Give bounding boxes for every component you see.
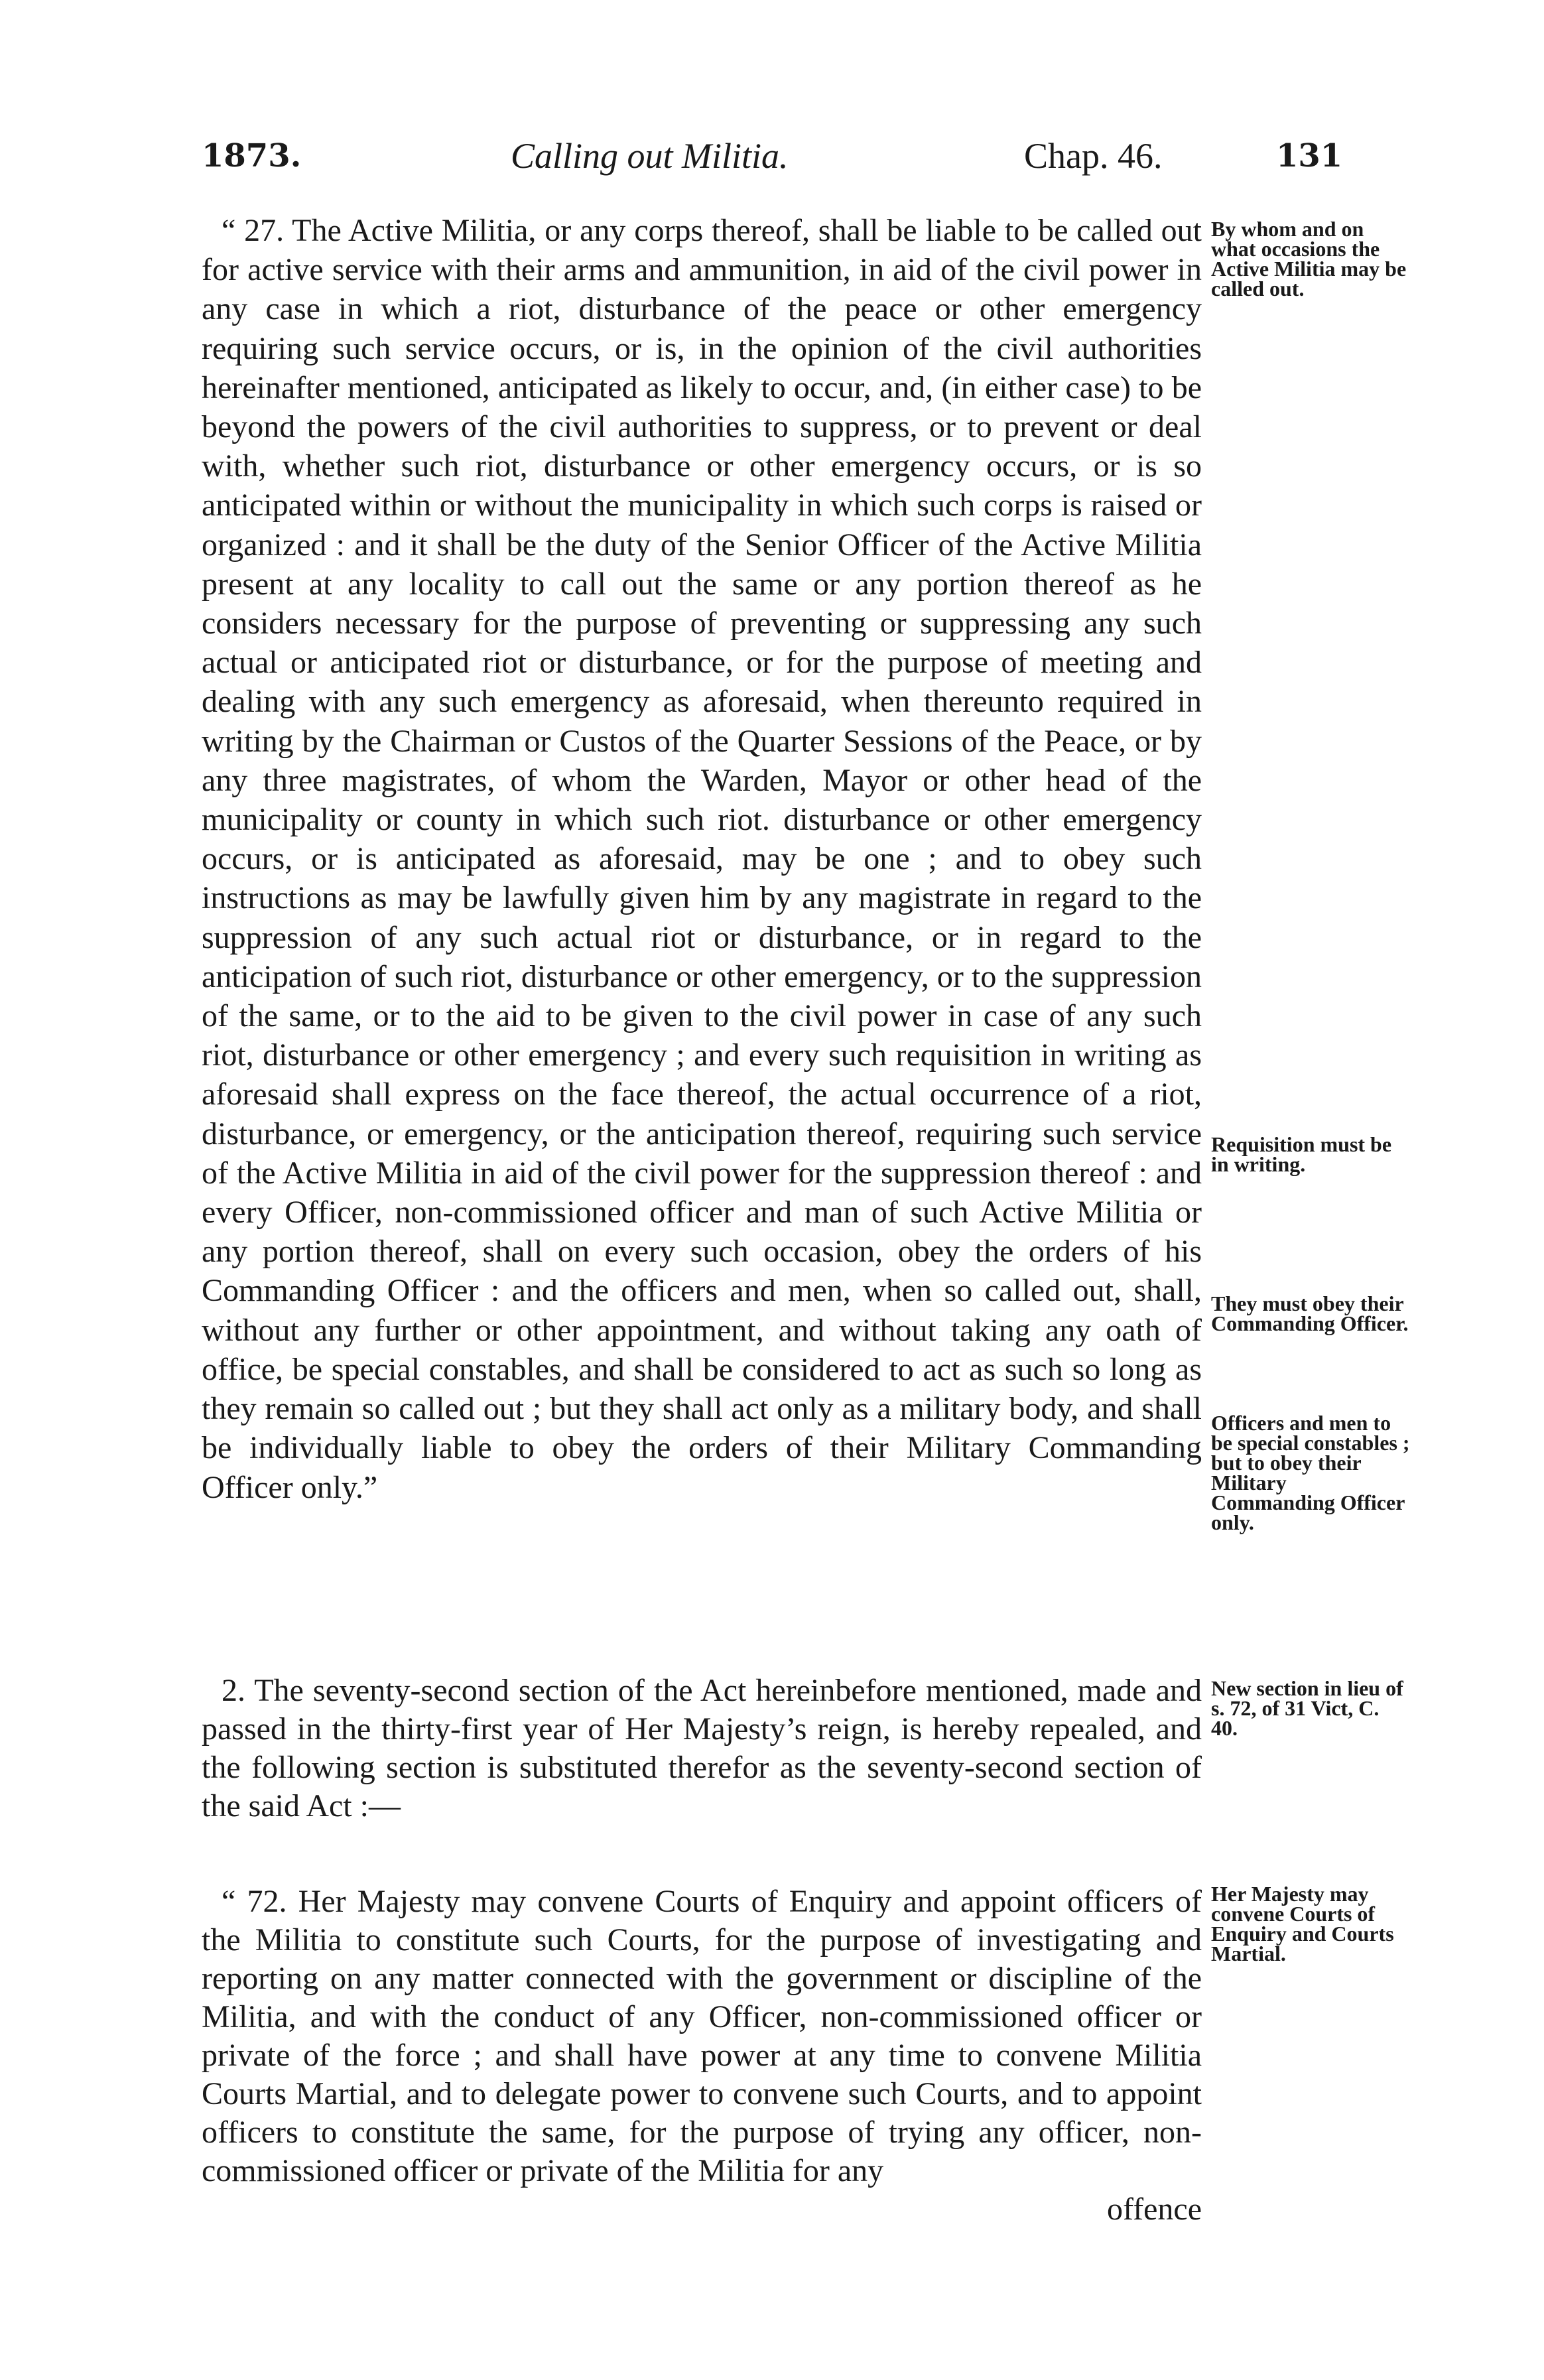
margin-note-obey-officer: They must obey their Commanding Officer. [1211,1291,1409,1335]
margin-note-new-section: New section in lieu of s. 72, of 31 Vict, C. 40. [1211,1676,1403,1740]
header-chapter: Chap. 46. [1024,136,1163,176]
catchword: offence [1106,2192,1202,2227]
margin-note-special-constables: Officers and men to be special constables ; but to obey their Military Commanding Officer only. [1211,1411,1410,1534]
margin-note-requisition: Requisition must be in writing. [1211,1132,1392,1176]
section-27 [202,211,1202,1507]
section-72 [202,1883,1202,2229]
margin-note-courts: Her Majesty may convene Courts of Enquiry and Courts Martial. [1211,1882,1394,1965]
section-2 [202,1672,1202,1825]
header-title: Calling out Militia. [511,136,789,176]
section-27-text: “ 27. The Active Militia, or any corps thereof, shall be liable to be called out for active service with their arms and ammunition, in aid of the civil power in any case in which a riot, disturbance of the peace or other emergency requiring such service occurs, or is, in the opinion of the civil authorities hereinafter mentioned, anticipated as likely to occur, and, (in either case) to be beyond the powers of the civil authorities to suppress, or to prevent or deal with, whether such riot, disturbance or other emergency occurs, or is so anticipated within or without the municipality in which such corps is raised or organized : and it shall be the duty of the Senior Officer of the Active Militia present at any locality to call out the same or any portion thereof as he considers necessary for the purpose of preventing or suppressing any such actual or anticipated riot or disturbance, or for the purpose of meeting and dealing with any such emergency as aforesaid, when thereunto required in writing by the Chairman or Custos of the Quarter Sessions of the Peace, or by any three magistrates, of whom the Warden, Mayor or other head of the municipality or county in which such riot. disturbance or other emergency occurs, or is anticipated as aforesaid, may be one ; and to obey such instructions as may be lawfully given him by any magistrate in regard to the suppression of any such actual riot or disturbance, or in regard to the anticipation of such riot, disturbance or other emergency, or to the suppression of the same, or to the aid to be given to the civil power in case of any such riot, disturbance or other emergency ; and every such requisition in writing as aforesaid shall express on the face thereof, the actual occurrence of a riot, disturbance, or emergency, or the anticipation thereof, requiring such service of the Active Militia in aid of the civil power for the suppression thereof : and every Officer, non-commissioned officer and man of such Active Militia or any portion thereof, shall on every such occasion, obey the orders of his Commanding Officer : and the officers and men, when so called out, shall, without any further or other appointment, and without taking any oath of office, be special constables, and shall be considered to act as such so long as they remain so called out ; but they shall act only as a military body, and shall be individually liable to obey the orders of their Military Commanding Officer only.” [202,213,1202,1505]
header-year: 1873. [202,137,302,174]
section-72-text: “ 72. Her Majesty may convene Courts of Enquiry and appoint officers of the Militia to constitute such Courts, for the purpose of investigating and reporting on any matter connected with the government or discipline of the Militia, and with the conduct of any Officer, non-commissioned officer or private of the force ; and shall have power at any time to convene Militia Courts Martial, and to delegate power to convene such Courts, and to appoint officers to constitute the same, for the purpose of trying any officer, non-commissioned officer or private of the Militia for any [202,1884,1202,2188]
section-2-text: 2. The seventy-second section of the Act hereinbefore mentioned, made and passed in the thirty-first year of Her Majesty’s reign, is hereby repealed, and the following section is substituted therefor as the seventy-second section of the said Act :— [202,1673,1202,1823]
page-number: 131 [1276,137,1343,174]
margin-note-calling-out: By whom and on what occasions the Active Militia may be called out. [1211,217,1407,300]
